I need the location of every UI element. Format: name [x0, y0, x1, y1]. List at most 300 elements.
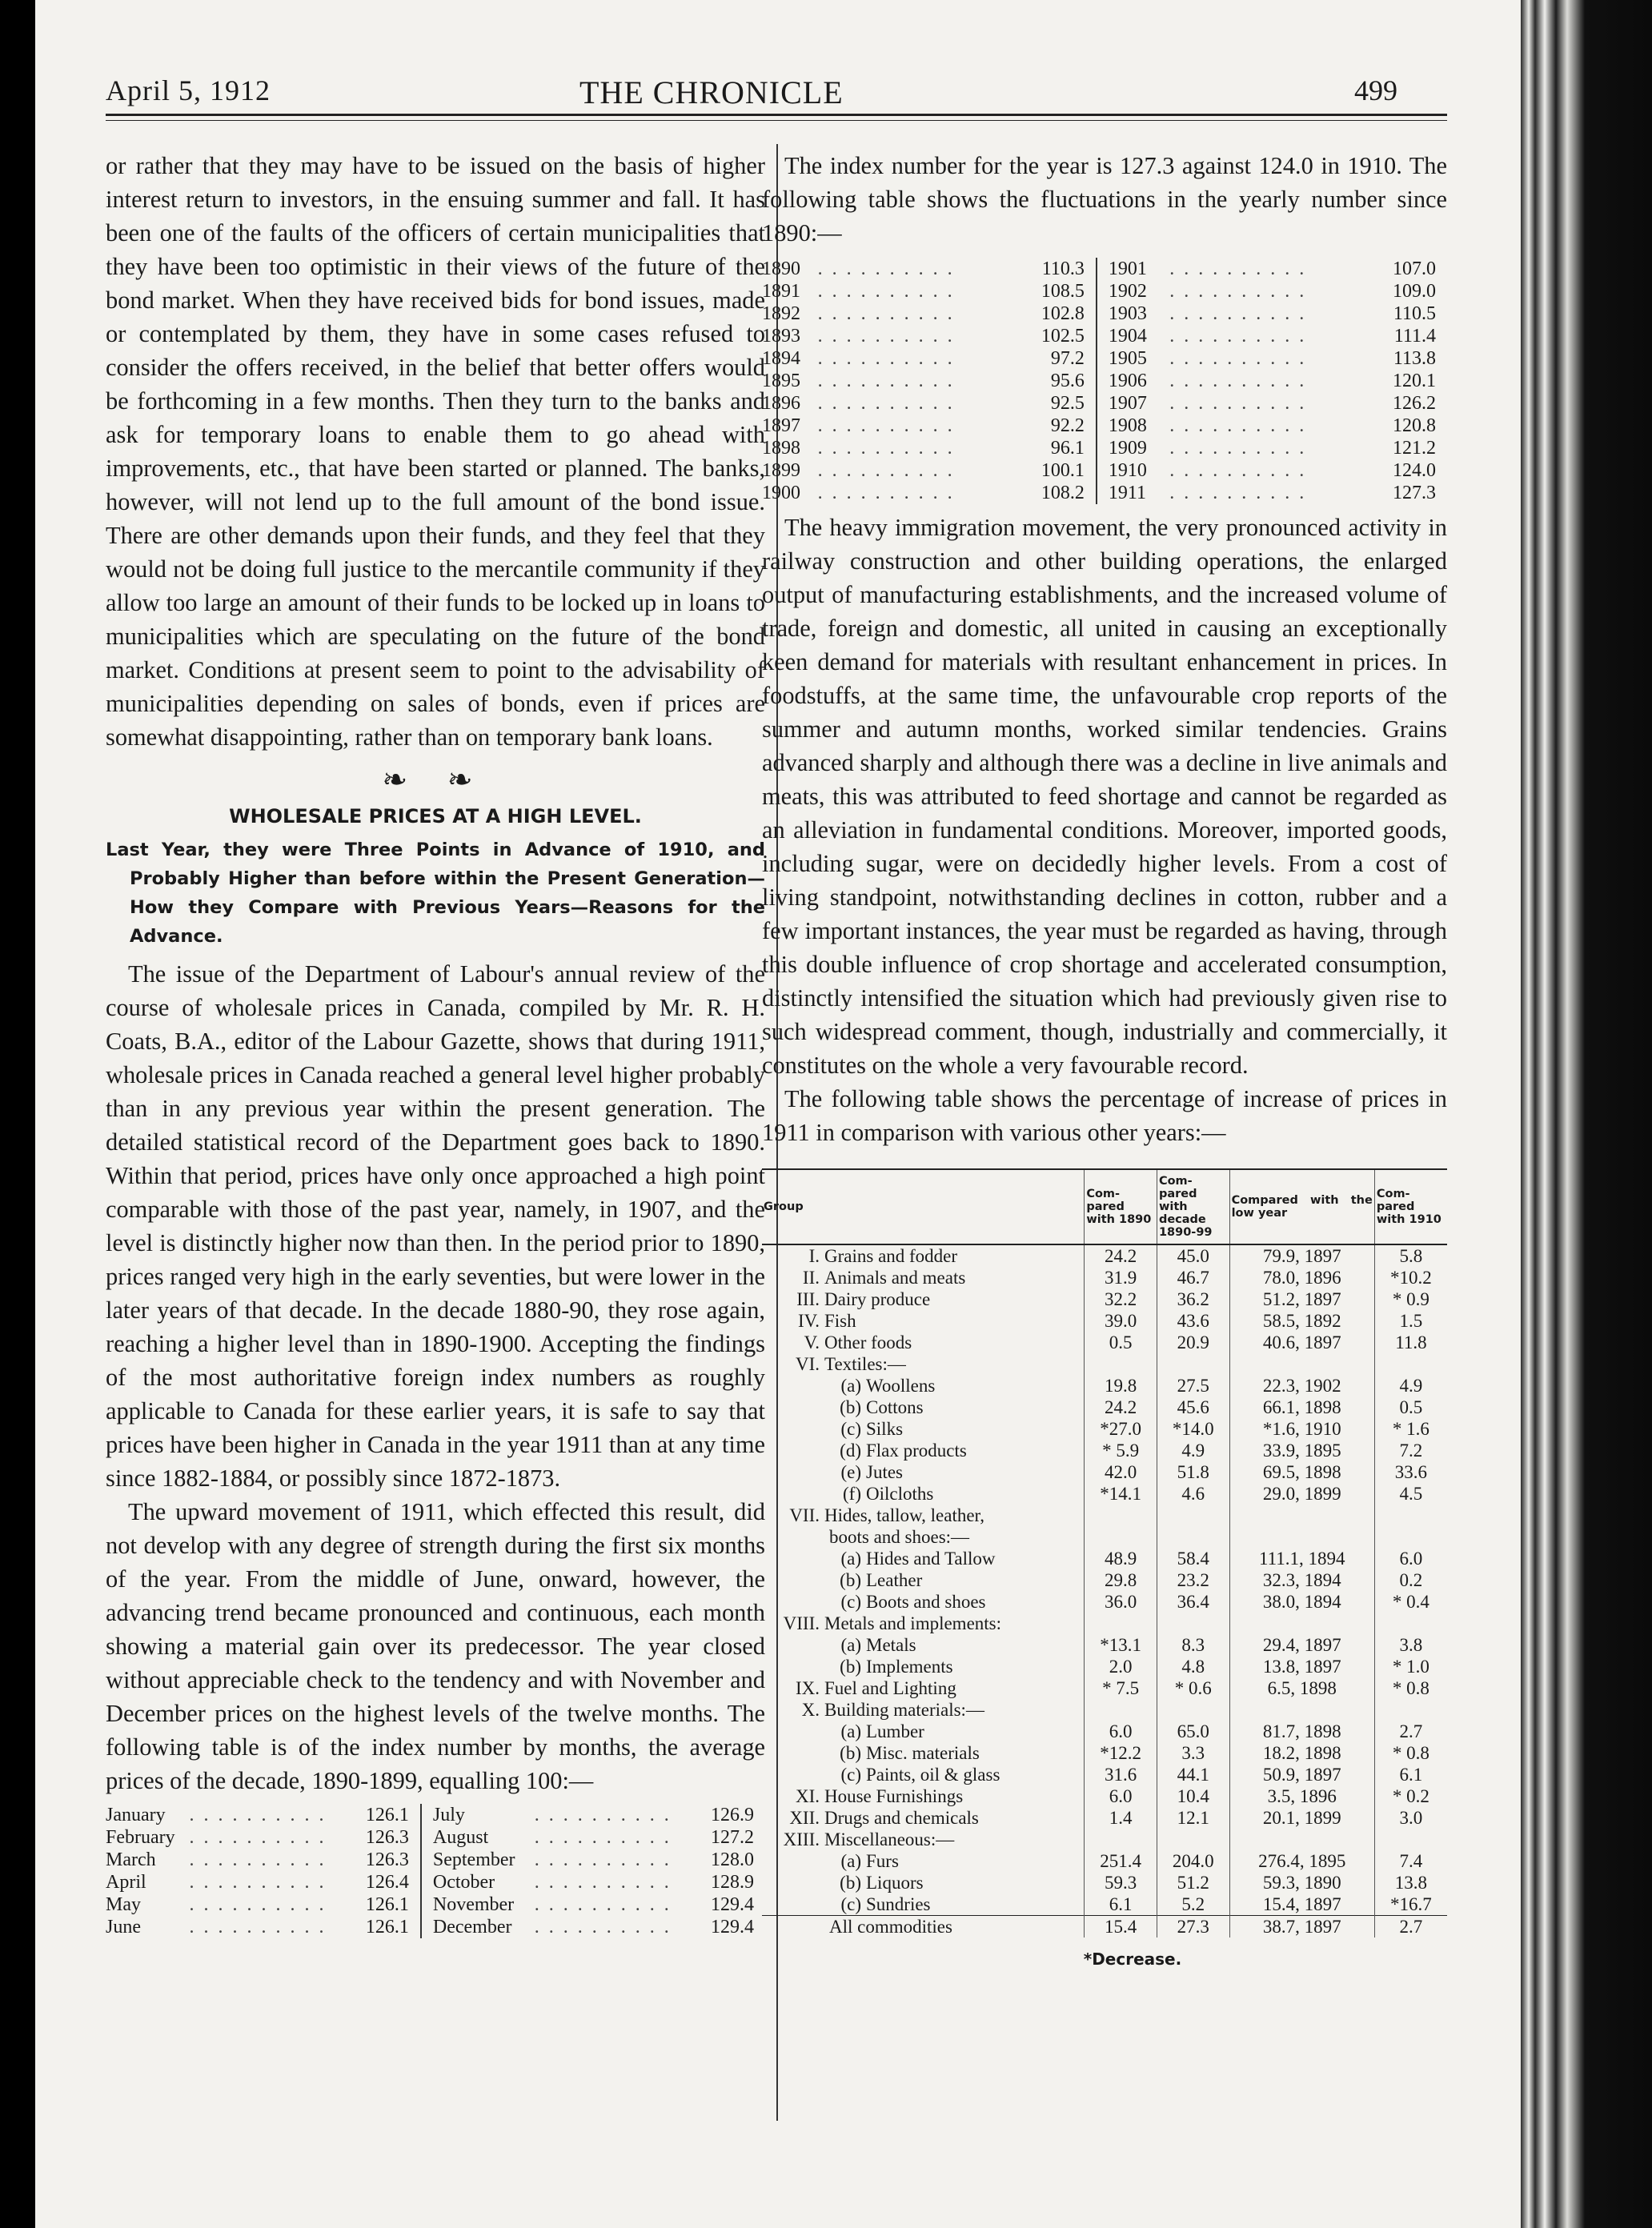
cell-label: May: [106, 1894, 141, 1915]
col-header-decade: Com-pared with decade 1890-99: [1157, 1169, 1229, 1244]
cell-leader: . . . . . . . . . .: [1169, 438, 1307, 459]
group-cell: [762, 1569, 1085, 1591]
value-cell-c2: [1157, 1829, 1229, 1850]
group-cell: [762, 1591, 1085, 1613]
group-cell: [762, 1807, 1085, 1829]
cell-leader: . . . . . . . . . .: [817, 348, 955, 369]
col-header-1910: Com-pared with 1910: [1374, 1169, 1447, 1244]
value-cell-c1: 6.1: [1085, 1893, 1157, 1916]
value-cell-c4: 3.8: [1374, 1634, 1447, 1656]
table-row: [762, 1807, 1447, 1829]
cell-leader: . . . . . . . . . .: [1169, 303, 1307, 324]
value-cell-c2: 44.1: [1157, 1764, 1229, 1785]
roman-numeral: III.: [796, 1289, 820, 1309]
cell-leader: . . . . . . . . . .: [1169, 281, 1307, 302]
cell-label: 1897: [762, 415, 800, 436]
value-cell-c4: 1.5: [1374, 1310, 1447, 1332]
group-cell: [762, 1267, 1085, 1288]
value-cell-c4: *10.2: [1374, 1267, 1447, 1288]
table-row: [762, 1699, 1447, 1721]
group-cell: [762, 1440, 1085, 1461]
header-rule: [106, 114, 1447, 116]
value-cell-c3: [1229, 1505, 1374, 1526]
cell-value: 128.9: [711, 1872, 754, 1893]
roman-numeral: II.: [802, 1268, 820, 1288]
cell-value: 126.3: [365, 1849, 409, 1870]
right-column: [762, 149, 1447, 1976]
group-cell: [762, 1310, 1085, 1332]
subgroup-letter: (b): [840, 1873, 861, 1893]
table-row: [762, 1764, 1447, 1785]
table-row: [762, 1353, 1447, 1375]
group-cell: [762, 1872, 1085, 1893]
cell-value: 124.0: [1393, 460, 1436, 481]
group-cell: [762, 1699, 1085, 1721]
cell-label: April: [106, 1872, 146, 1893]
group-label: Hides, tallow, leather,: [824, 1505, 985, 1525]
value-cell-c1: 31.6: [1085, 1764, 1157, 1785]
cell-value: 96.1: [1050, 438, 1085, 459]
cell-leader: . . . . . . . . . .: [817, 460, 955, 481]
cell-value: 127.3: [1393, 483, 1436, 503]
cell-value: 126.3: [365, 1827, 409, 1848]
cell-leader: . . . . . . . . . .: [1169, 371, 1307, 391]
value-cell-c3: 13.8, 1897: [1229, 1656, 1374, 1677]
col-header-1890: Com-pared with 1890: [1085, 1169, 1157, 1244]
cell-label: September: [421, 1849, 535, 1871]
value-cell-c3: 22.3, 1902: [1229, 1375, 1374, 1397]
cell-label: 1902: [1097, 280, 1169, 303]
cell-label: 1890: [762, 258, 800, 279]
group-cell: [762, 1634, 1085, 1656]
comparison-table: [762, 1168, 1447, 1937]
table-row: [762, 1613, 1447, 1634]
cell-value: 108.5: [1041, 281, 1085, 302]
value-cell-c2: [1157, 1505, 1229, 1526]
group-cell: [762, 1850, 1085, 1872]
roman-numeral: X.: [801, 1700, 820, 1720]
value-cell-c1: 32.2: [1085, 1288, 1157, 1310]
table-row-month: [106, 1916, 765, 1938]
cell-leader: . . . . . . . . . .: [1169, 348, 1307, 369]
book-spine-edge: [1521, 0, 1652, 2228]
cell-leader: . . . . . . . . . .: [534, 1849, 672, 1870]
paragraph: The heavy immigration movement, the very pronounced activity in railway construction and other building operations, the enlarged output of manufacturing establishments, and the increased volume of trade, foreign and domestic, all united in causing an exceptionally keen demand for materials with resultant enhancement in prices. In foodstuffs, at the same time, the unfavourable crop reports of the summer and autumn months, worked similar tendencies. Grains advanced sharply and although there was a decline in live animals and meats, this was attributed to feed shortage and cannot be regarded as an alleviation in fundamental conditions. Moreover, imported goods, including sugar, were on decidedly higher levels. From a cost of living standpoint, notwithstanding declines in cotton, rubber and a few important instances, the year must be regarded as having, through this double influence of crop shortage and accelerated consumption, distinctly intensified the situation which had previously given rise to such widespread comment, though, industrially and commercially, it constitutes on the whole a very favourable record.: [762, 514, 1447, 1079]
group-label: Silks: [866, 1419, 904, 1439]
cell-leader: . . . . . . . . . .: [817, 393, 955, 414]
group-cell: [762, 1332, 1085, 1353]
group-label: boots and shoes:—: [829, 1527, 970, 1547]
value-cell-c1: 31.9: [1085, 1267, 1157, 1288]
value-cell-c4: [1374, 1829, 1447, 1850]
value-cell-c1: * 7.5: [1085, 1677, 1157, 1699]
yearly-index-table: [762, 258, 1447, 504]
monthly-index-table: [106, 1804, 765, 1938]
paragraph: The upward movement of 1911, which effected this result, did not develop with any degree of strength during the first six months of the year. From the middle of June, onward, however, the advancing trend became pronounced and continuous, each month showing a material gain over its predecessor. The year closed without appreciable check to the tendency and with November and December prices on the highest levels of the twelve months. The following table is of the index number by months, the average prices of the decade, 1890-1899, equalling 100:—: [106, 1498, 765, 1794]
value-cell-c2: *14.0: [1157, 1418, 1229, 1440]
value-cell-c2: 3.3: [1157, 1742, 1229, 1764]
cell-leader: . . . . . . . . . .: [534, 1917, 672, 1937]
subgroup-letter: (d): [840, 1441, 861, 1461]
subgroup-letter: (a): [840, 1851, 861, 1871]
table-row: [762, 1872, 1447, 1893]
cell-value: 92.2: [1050, 415, 1085, 436]
table-row-year: [762, 392, 1447, 415]
table-row-total: [762, 1916, 1447, 1938]
footnote: *Decrease.: [1083, 1950, 1182, 1969]
group-label: Lumber: [866, 1721, 924, 1741]
group-label: Implements: [866, 1657, 953, 1677]
roman-numeral: IX.: [795, 1678, 820, 1698]
table-row-month: [106, 1826, 765, 1849]
cell-value: 102.8: [1041, 303, 1085, 324]
cell-leader: . . . . . . . . . .: [817, 326, 955, 347]
group-cell: [762, 1656, 1085, 1677]
subgroup-letter: (e): [840, 1462, 861, 1482]
cell-leader: . . . . . . . . . .: [817, 483, 955, 503]
roman-numeral: VII.: [789, 1505, 820, 1525]
cell-label: October: [421, 1871, 535, 1893]
cell-label: 1909: [1097, 437, 1169, 459]
cell-value: 95.6: [1050, 371, 1085, 391]
cell-value: 126.4: [365, 1872, 409, 1893]
value-cell-c1: [1085, 1353, 1157, 1375]
value-cell-c2: 12.1: [1157, 1807, 1229, 1829]
value-cell-c2: 8.3: [1157, 1634, 1229, 1656]
article-heading: WHOLESALE PRICES AT A HIGH LEVEL.: [229, 805, 642, 827]
table-row: [762, 1893, 1447, 1916]
table-row-year: [762, 370, 1447, 392]
group-cell: [762, 1526, 1085, 1548]
cell-leader: . . . . . . . . . .: [817, 438, 955, 459]
paragraph: The following table shows the percentage of increase of prices in 1911 in comparison with various other years:—: [762, 1085, 1447, 1146]
newspaper-page: [35, 0, 1572, 2228]
value-cell-c4: 33.6: [1374, 1461, 1447, 1483]
cell-value: 126.1: [365, 1805, 409, 1825]
cell-label: 1903: [1097, 303, 1169, 325]
value-cell-c2: 65.0: [1157, 1721, 1229, 1742]
cell-label: 1896: [762, 393, 800, 414]
table-row: [762, 1244, 1447, 1267]
roman-numeral: VIII.: [783, 1613, 820, 1633]
cell-value: 127.2: [711, 1827, 754, 1848]
value-cell-c2: 204.0: [1157, 1850, 1229, 1872]
value-cell-c1: [1085, 1829, 1157, 1850]
cell-label: November: [421, 1893, 535, 1916]
group-label: Sundries: [866, 1894, 931, 1914]
value-cell-c3: 50.9, 1897: [1229, 1764, 1374, 1785]
group-label: Woollens: [866, 1376, 936, 1396]
group-label: Flax products: [866, 1441, 967, 1461]
value-cell-c1: [1085, 1526, 1157, 1548]
value-cell-c4: 4.5: [1374, 1483, 1447, 1505]
value-cell-c3: *1.6, 1910: [1229, 1418, 1374, 1440]
group-label: Paints, oil & glass: [866, 1765, 1000, 1785]
value-cell-c2: [1157, 1613, 1229, 1634]
value-cell-c4: [1374, 1699, 1447, 1721]
cell-label: 1893: [762, 326, 800, 347]
value-cell-c4: [1374, 1613, 1447, 1634]
group-label: Miscellaneous:—: [824, 1829, 955, 1849]
value-cell-c3: 66.1, 1898: [1229, 1397, 1374, 1418]
group-label: Dairy produce: [824, 1289, 931, 1309]
group-label: Hides and Tallow: [866, 1549, 996, 1569]
value-cell-c4: 11.8: [1374, 1332, 1447, 1353]
value-cell-c3: 6.5, 1898: [1229, 1677, 1374, 1699]
total-c4: 2.7: [1374, 1916, 1447, 1938]
table-row: [762, 1332, 1447, 1353]
value-cell-c3: 20.1, 1899: [1229, 1807, 1374, 1829]
group-cell: [762, 1397, 1085, 1418]
table-row: [762, 1505, 1447, 1526]
value-cell-c1: *12.2: [1085, 1742, 1157, 1764]
cell-value: 110.3: [1041, 258, 1085, 279]
table-row: [762, 1850, 1447, 1872]
table-row: [762, 1267, 1447, 1288]
group-cell: [762, 1288, 1085, 1310]
group-cell: [762, 1244, 1085, 1267]
cell-label: 1900: [762, 483, 800, 503]
roman-numeral: VI.: [795, 1354, 820, 1374]
subgroup-letter: (a): [840, 1721, 861, 1741]
value-cell-c4: [1374, 1526, 1447, 1548]
value-cell-c3: 32.3, 1894: [1229, 1569, 1374, 1591]
group-cell: [762, 1483, 1085, 1505]
value-cell-c4: * 0.2: [1374, 1785, 1447, 1807]
cell-value: 109.0: [1393, 281, 1436, 302]
value-cell-c2: 5.2: [1157, 1893, 1229, 1916]
group-label: Animals and meats: [824, 1268, 966, 1288]
group-label: Boots and shoes: [866, 1592, 986, 1612]
cell-leader: . . . . . . . . . .: [534, 1872, 672, 1893]
table-row-month: [106, 1871, 765, 1893]
group-label: Misc. materials: [866, 1743, 980, 1763]
group-cell: [762, 1829, 1085, 1850]
value-cell-c4: 7.4: [1374, 1850, 1447, 1872]
value-cell-c1: 42.0: [1085, 1461, 1157, 1483]
cell-leader: . . . . . . . . . .: [189, 1872, 327, 1893]
table-row-year: [762, 459, 1447, 482]
cell-value: 107.0: [1393, 258, 1436, 279]
cell-value: 92.5: [1050, 393, 1085, 414]
value-cell-c3: 58.5, 1892: [1229, 1310, 1374, 1332]
table-row-year: [762, 303, 1447, 325]
value-cell-c1: 19.8: [1085, 1375, 1157, 1397]
value-cell-c1: 29.8: [1085, 1569, 1157, 1591]
value-cell-c3: 29.0, 1899: [1229, 1483, 1374, 1505]
group-cell: [762, 1375, 1085, 1397]
article-subheading: Last Year, they were Three Points in Advance of 1910, and Probably Higher than before within the Present Generation—How they Compare with Previous Years—Reasons for the Advance.: [106, 840, 765, 947]
table-row-month: [106, 1804, 765, 1826]
value-cell-c4: * 0.8: [1374, 1677, 1447, 1699]
cell-label: December: [421, 1916, 535, 1938]
group-cell: [762, 1677, 1085, 1699]
value-cell-c1: 6.0: [1085, 1721, 1157, 1742]
cell-label: 1901: [1097, 258, 1169, 280]
value-cell-c3: [1229, 1353, 1374, 1375]
cell-label: June: [106, 1917, 141, 1937]
value-cell-c1: 0.5: [1085, 1332, 1157, 1353]
table-row: [762, 1397, 1447, 1418]
subgroup-letter: (a): [840, 1549, 861, 1569]
col-header-group: Group: [762, 1169, 1085, 1244]
group-cell: [762, 1353, 1085, 1375]
value-cell-c2: 10.4: [1157, 1785, 1229, 1807]
cell-leader: . . . . . . . . . .: [817, 281, 955, 302]
value-cell-c3: 51.2, 1897: [1229, 1288, 1374, 1310]
group-label: Fuel and Lighting: [824, 1678, 956, 1698]
table-row: [762, 1785, 1447, 1807]
subgroup-letter: (b): [840, 1743, 861, 1763]
cell-value: 108.2: [1041, 483, 1085, 503]
cell-label: 1908: [1097, 415, 1169, 437]
ornament: ❧ ❧: [382, 763, 489, 797]
value-cell-c4: [1374, 1505, 1447, 1526]
value-cell-c3: 40.6, 1897: [1229, 1332, 1374, 1353]
value-cell-c2: 51.8: [1157, 1461, 1229, 1483]
value-cell-c1: *14.1: [1085, 1483, 1157, 1505]
subgroup-letter: (c): [840, 1592, 861, 1612]
cell-leader: . . . . . . . . . .: [1169, 393, 1307, 414]
cell-leader: . . . . . . . . . .: [189, 1917, 327, 1937]
roman-numeral: XII.: [789, 1808, 820, 1828]
table-row: [762, 1548, 1447, 1569]
cell-leader: . . . . . . . . . .: [534, 1827, 672, 1848]
total-label: All commodities: [762, 1916, 1085, 1938]
value-cell-c1: 1.4: [1085, 1807, 1157, 1829]
table-row: [762, 1591, 1447, 1613]
group-cell: [762, 1613, 1085, 1634]
roman-numeral: IV.: [797, 1311, 820, 1331]
group-label: Fish: [824, 1311, 856, 1331]
roman-numeral: V.: [804, 1332, 820, 1352]
value-cell-c4: 6.0: [1374, 1548, 1447, 1569]
value-cell-c3: [1229, 1829, 1374, 1850]
cell-value: 126.9: [711, 1805, 754, 1825]
value-cell-c1: 24.2: [1085, 1397, 1157, 1418]
cell-label: March: [106, 1849, 156, 1870]
group-label: Metals and implements:: [824, 1613, 1002, 1633]
table-row: [762, 1483, 1447, 1505]
value-cell-c3: 18.2, 1898: [1229, 1742, 1374, 1764]
value-cell-c2: 27.5: [1157, 1375, 1229, 1397]
group-label: Oilcloths: [866, 1484, 934, 1504]
group-label: Metals: [866, 1635, 916, 1655]
value-cell-c2: [1157, 1699, 1229, 1721]
value-cell-c2: 23.2: [1157, 1569, 1229, 1591]
table-row: [762, 1440, 1447, 1461]
cell-leader: . . . . . . . . . .: [534, 1805, 672, 1825]
table-row-year: [762, 415, 1447, 437]
table-row: [762, 1461, 1447, 1483]
table-row: [762, 1656, 1447, 1677]
value-cell-c4: * 0.9: [1374, 1288, 1447, 1310]
value-cell-c1: 2.0: [1085, 1656, 1157, 1677]
table-row-year: [762, 482, 1447, 504]
total-c2: 27.3: [1157, 1916, 1229, 1938]
cell-label: 1906: [1097, 370, 1169, 392]
value-cell-c1: *27.0: [1085, 1418, 1157, 1440]
value-cell-c1: 251.4: [1085, 1850, 1157, 1872]
value-cell-c4: 0.5: [1374, 1397, 1447, 1418]
table-row-year: [762, 280, 1447, 303]
value-cell-c3: 81.7, 1898: [1229, 1721, 1374, 1742]
table-row: [762, 1418, 1447, 1440]
cell-value: 110.5: [1393, 303, 1436, 324]
value-cell-c4: * 0.4: [1374, 1591, 1447, 1613]
value-cell-c2: * 0.6: [1157, 1677, 1229, 1699]
value-cell-c4: * 0.8: [1374, 1742, 1447, 1764]
table-row: [762, 1634, 1447, 1656]
value-cell-c2: 4.6: [1157, 1483, 1229, 1505]
value-cell-c1: 36.0: [1085, 1591, 1157, 1613]
value-cell-c2: [1157, 1353, 1229, 1375]
table-row: [762, 1677, 1447, 1699]
group-cell: [762, 1461, 1085, 1483]
value-cell-c2: 46.7: [1157, 1267, 1229, 1288]
group-label: Drugs and chemicals: [824, 1808, 979, 1828]
value-cell-c3: 33.9, 1895: [1229, 1440, 1374, 1461]
value-cell-c4: 5.8: [1374, 1244, 1447, 1267]
cell-label: 1905: [1097, 347, 1169, 370]
cell-label: 1895: [762, 371, 800, 391]
cell-label: 1910: [1097, 459, 1169, 482]
roman-numeral: XI.: [795, 1786, 820, 1806]
subgroup-letter: (c): [840, 1419, 861, 1439]
value-cell-c3: 79.9, 1897: [1229, 1244, 1374, 1267]
group-label: Liquors: [866, 1873, 924, 1893]
left-column: [106, 149, 765, 1945]
cell-leader: . . . . . . . . . .: [817, 258, 955, 279]
value-cell-c4: * 1.6: [1374, 1418, 1447, 1440]
value-cell-c4: 6.1: [1374, 1764, 1447, 1785]
value-cell-c2: [1157, 1526, 1229, 1548]
table-row: [762, 1310, 1447, 1332]
value-cell-c4: 2.7: [1374, 1721, 1447, 1742]
subgroup-letter: (b): [840, 1657, 861, 1677]
value-cell-c2: 45.6: [1157, 1397, 1229, 1418]
value-cell-c4: 7.2: [1374, 1440, 1447, 1461]
group-cell: [762, 1742, 1085, 1764]
subgroup-letter: (a): [840, 1376, 861, 1396]
value-cell-c3: 69.5, 1898: [1229, 1461, 1374, 1483]
group-cell: [762, 1721, 1085, 1742]
value-cell-c1: 24.2: [1085, 1244, 1157, 1267]
value-cell-c3: 38.0, 1894: [1229, 1591, 1374, 1613]
paragraph: The index number for the year is 127.3 against 124.0 in 1910. The following table shows the fluctuations in the yearly number since 1890:—: [762, 152, 1447, 246]
cell-label: August: [421, 1826, 535, 1849]
table-row: [762, 1375, 1447, 1397]
paragraph: The issue of the Department of Labour's annual review of the course of wholesale prices in Canada, compiled by Mr. R. H. Coats, B.A., editor of the Labour Gazette, shows that during 1911, wholesale prices in Canada reached a general level higher probably than in any previous year within the present generation. The detailed statistical record of the Department goes back to 1890. Within that period, prices have only once approached a high point comparable with those of the past year, namely, in 1907, and the level is distinctly higher now than then. In the period prior to 1890, prices ranged very high in the early seventies, but were lower in the later years of that decade. In the decade 1880-90, they rose again, reaching a higher level than in 1890-1900. Accepting the findings of the most authoritative foreign index numbers as roughly applicable to Canada for these earlier years, it is safe to say that prices have been higher in Canada in the year 1911 than at any time since 1882-1884, or possibly since 1872-1873.: [106, 960, 765, 1492]
group-cell: [762, 1764, 1085, 1785]
value-cell-c2: 51.2: [1157, 1872, 1229, 1893]
value-cell-c3: 15.4, 1897: [1229, 1893, 1374, 1916]
value-cell-c3: 78.0, 1896: [1229, 1267, 1374, 1288]
table-row-year: [762, 437, 1447, 459]
paragraph: or rather that they may have to be issued on the basis of higher interest return to investors, in the ensuing summer and fall. It has been one of the faults of the officers of certain municipalities that they have been too optimistic in their views of the future of the bond market. When they have received bids for bond issues, made or contemplated by them, they have in some cases refused to consider the offers received, in the belief that better offers would be forthcoming in a few months. Then they turn to the banks and ask for temporary loans to enable them to go ahead with improvements, etc., that have been started or planned. The banks, however, will not lend up to the full amount of the bond issue. There are other demands upon their funds, and they feel that they would not be doing full justice to the mercantile community if they allow too large an amount of their funds to be locked up in loans to municipalities which are speculating on the future of the bond market. Conditions at present seem to point to the advisability of municipalities depending on sales of bonds, even if prices are somewhat disappointing, rather than on temporary bank loans.: [106, 152, 765, 751]
value-cell-c3: 29.4, 1897: [1229, 1634, 1374, 1656]
cell-leader: . . . . . . . . . .: [1169, 483, 1307, 503]
cell-leader: . . . . . . . . . .: [189, 1805, 327, 1825]
value-cell-c2: 36.4: [1157, 1591, 1229, 1613]
cell-label: 1894: [762, 348, 800, 369]
cell-leader: . . . . . . . . . .: [1169, 460, 1307, 481]
value-cell-c3: 3.5, 1896: [1229, 1785, 1374, 1807]
value-cell-c2: 36.2: [1157, 1288, 1229, 1310]
roman-numeral: I.: [808, 1246, 820, 1266]
table-row-year: [762, 258, 1447, 280]
subgroup-letter: (a): [840, 1635, 861, 1655]
